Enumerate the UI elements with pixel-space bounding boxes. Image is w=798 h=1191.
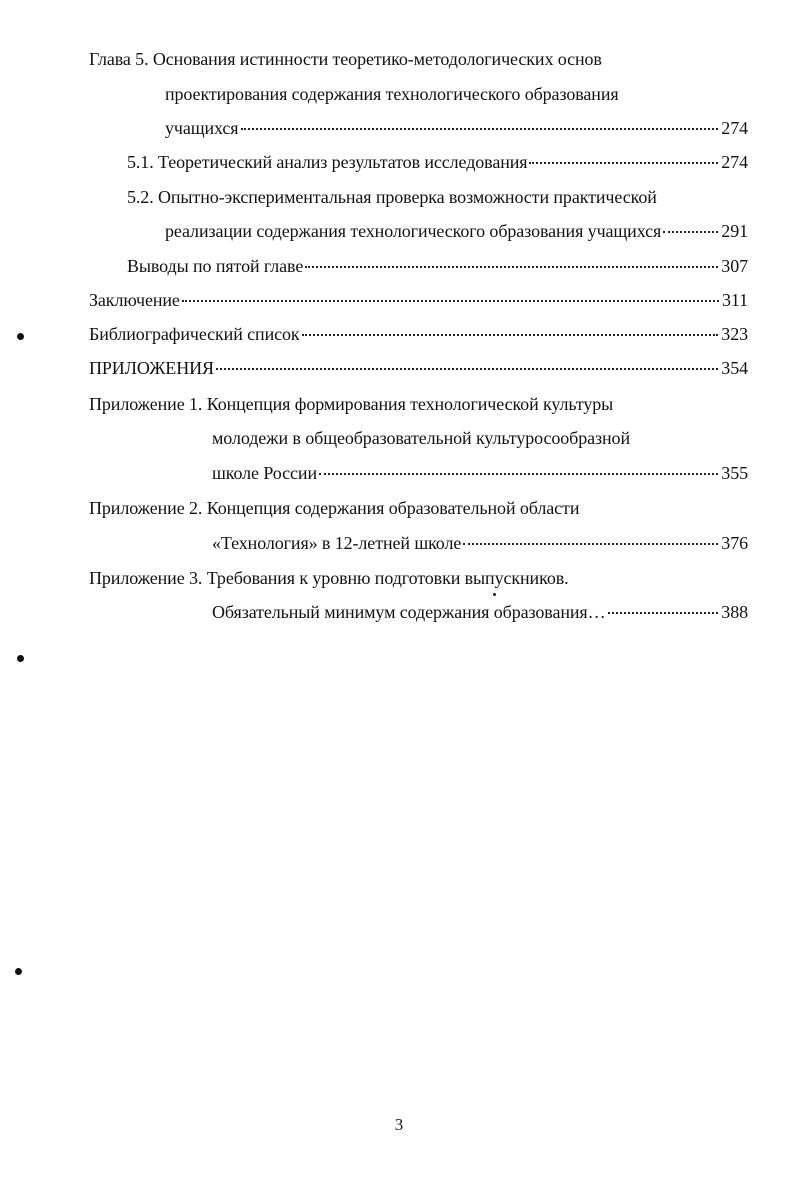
toc-page-number: 323 (721, 324, 748, 344)
toc-conclusions-ch5 (127, 255, 748, 277)
toc-entry-text: школе России (212, 463, 317, 483)
toc-chapter5-line3 (165, 117, 748, 139)
toc-page-number: 307 (721, 256, 748, 276)
toc-appendix2-line1: Приложение 2. Концепция содержания образовательной области (89, 498, 580, 518)
dot-leader (305, 266, 718, 268)
toc-appendix2-line2 (212, 532, 748, 554)
toc-entry-text: Библиографический список (89, 324, 300, 344)
toc-chapter5-line2: проектирования содержания технологического образования (165, 84, 619, 104)
toc-page-number: 291 (721, 221, 748, 241)
toc-section-5-1 (127, 151, 748, 173)
toc-entry-text: Выводы по пятой главе (127, 256, 304, 276)
page-number: 3 (394, 1115, 404, 1134)
toc-page-number: 274 (721, 118, 748, 138)
toc-page-number: 355 (721, 463, 748, 483)
scan-speck (17, 655, 24, 662)
toc-entry-text: Обязательный минимум содержания образования… (212, 602, 606, 622)
toc-section-5-2-line1: 5.2. Опытно-экспериментальная проверка возможности практической (127, 187, 657, 207)
dot-leader (302, 334, 719, 336)
dot-leader (529, 162, 718, 164)
toc-appendix3-line2 (212, 601, 748, 623)
toc-page-number: 274 (721, 152, 748, 172)
toc-appendix1-line1: Приложение 1. Концепция формирования технологической культуры (89, 394, 614, 414)
toc-bibliography (89, 323, 748, 345)
toc-entry-text: реализации содержания технологического образования учащихся (165, 221, 662, 241)
dot-leader (608, 612, 719, 614)
dot-leader (241, 128, 719, 130)
dot-leader (182, 300, 719, 302)
dot-leader (319, 473, 718, 475)
dot-leader (463, 543, 718, 545)
toc-page-number: 388 (721, 602, 748, 622)
toc-entry-text: учащихся (165, 118, 239, 138)
dot-leader (663, 231, 718, 233)
toc-appendix3-line1: Приложение 3. Требования к уровню подготовки выпускников. (89, 568, 569, 588)
toc-chapter5-line1: Глава 5. Основания истинности теоретико-методологических основ (89, 49, 602, 69)
toc-entry-text: «Технология» в 12-летней школе (212, 533, 462, 553)
scan-speck (493, 593, 496, 596)
toc-entry-text: 5.1. Теоретический анализ результатов исследования (127, 152, 528, 172)
toc-page-number: 376 (721, 533, 748, 553)
toc-appendix1-line2: молодежи в общеобразовательной культуросообразной (212, 428, 630, 448)
toc-entry-text: Заключение (89, 290, 180, 310)
toc-appendix1-line3 (212, 462, 748, 484)
scan-speck (17, 333, 24, 340)
toc-page-number: 311 (721, 290, 748, 310)
toc-entry-text: ПРИЛОЖЕНИЯ (89, 358, 214, 378)
toc-section-5-2-line2 (165, 220, 748, 242)
toc-conclusion (89, 289, 748, 311)
scan-speck (15, 968, 22, 975)
toc-page-number: 354 (721, 358, 748, 378)
dot-leader (216, 368, 718, 370)
toc-appendices (89, 357, 748, 379)
